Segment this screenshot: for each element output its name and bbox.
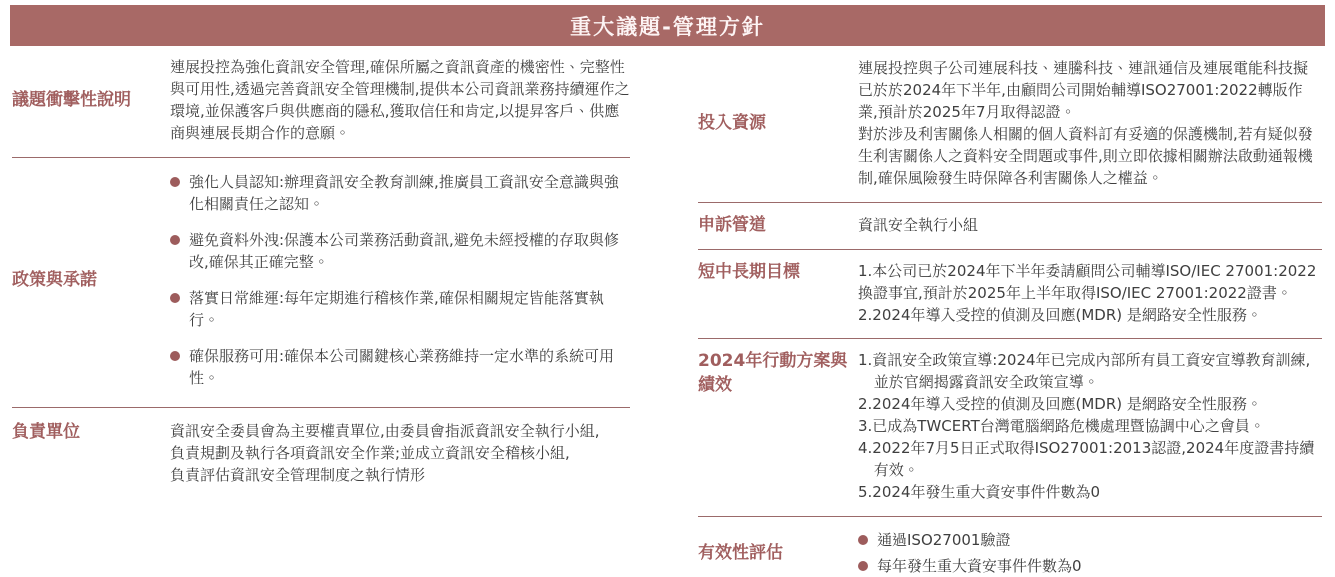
- resources-text: [858, 57, 1322, 189]
- action-item: 2.2024年導入受控的偵測及回應(MDR) 是網路安全性服務。: [858, 395, 1262, 413]
- list-item: [858, 555, 1322, 577]
- resources-paragraph: 對於涉及利害關係人相關的個人資料訂有妥適的保護機制,若有疑似發生利害關係人之資料安全問題或事件,則立即依據相關辦法啟動通報機制,確保風險發生時保障各利害關係人之權益。: [858, 125, 1313, 187]
- bullet-icon: [170, 177, 180, 187]
- bullet-icon: [170, 235, 180, 245]
- list-item: [170, 287, 630, 331]
- goal-item: 1.本公司已於2024年下半年委請顧問公司輔導ISO/IEC 27001:2022換證事宜,預計於2025年上半年取得ISO/IEC 27001:2022證書。: [858, 262, 1317, 302]
- list-item: [170, 229, 630, 273]
- row-policy-commitment: [12, 158, 630, 408]
- policy-bullet-text: 確保服務可用:確保本公司關鍵核心業務維持一定水準的系統可用性。: [189, 347, 615, 387]
- list-item: [170, 345, 630, 389]
- row-label-policy: 政策與承諾: [12, 270, 97, 290]
- page-title: 重大議題-管理方針: [570, 14, 765, 39]
- bullet-icon: [858, 561, 868, 571]
- list-item: [170, 171, 630, 215]
- row-invested-resources: [698, 46, 1322, 203]
- row-short-mid-long-goals: [698, 250, 1322, 339]
- row-label-effectiveness: 有效性評估: [698, 543, 783, 563]
- bullet-icon: [170, 293, 180, 303]
- complaint-channel-text: 資訊安全執行小組: [858, 216, 979, 234]
- action-item: 4.2022年7月5日正式取得ISO27001:2013認證,2024年度證書持續有效。: [858, 439, 1315, 479]
- bullet-icon: [170, 351, 180, 361]
- row-label-complaint: 申訴管道: [698, 215, 766, 235]
- action-item: 3.已成為TWCERT台灣電腦網路危機處理暨協調中心之會員。: [858, 417, 1265, 435]
- left-column: [12, 46, 630, 486]
- goals-numbered-list: [858, 260, 1322, 326]
- list-item: [858, 529, 1322, 551]
- row-complaint-channel: [698, 203, 1322, 250]
- responsible-unit-line: 負責規劃及執行各項資訊安全作業;並成立資訊安全稽核小組,: [170, 444, 570, 462]
- issue-impact-text: 連展投控為強化資訊安全管理,確保所屬之資訊資產的機密性、完整性與可用性,透過完善資訊安全管理機制,提供本公司資訊業務持續運作之環境,並保護客戶與供應商的隱私,獲取信任和肯定,以提昇客戶、供應商與連展長期合作的意願。: [170, 58, 630, 142]
- bullet-icon: [858, 535, 868, 545]
- action-item: 5.2024年發生重大資安事件件數為0: [858, 483, 1101, 501]
- row-effectiveness-evaluation: [698, 517, 1322, 577]
- responsible-unit-line: 負責評估資訊安全管理制度之執行情形: [170, 466, 426, 484]
- two-column-table: [0, 46, 1335, 575]
- policy-bullet-text: 避免資料外洩:保護本公司業務活動資訊,避免未經授權的存取與修改,確保其正確完整。: [189, 231, 619, 271]
- policy-bullet-list: [170, 171, 630, 389]
- goal-item: 2.2024年導入受控的偵測及回應(MDR) 是網路安全性服務。: [858, 306, 1262, 324]
- effectiveness-bullet-text: 每年發生重大資安事件件數為0: [877, 557, 1082, 575]
- right-column: [698, 46, 1322, 577]
- effectiveness-bullet-list: [858, 529, 1322, 577]
- effectiveness-bullet-text: 通過ISO27001驗證: [877, 531, 1011, 549]
- action-item: 1.資訊安全政策宣導:2024年已完成內部所有員工資安宣導教育訓練,並於官網揭露資訊安全政策宣導。: [858, 351, 1311, 391]
- row-label-responsible-unit: 負責單位: [12, 422, 80, 442]
- resources-paragraph: 連展投控與子公司連展科技、連騰科技、連訊通信及連展電能科技擬已於於2024年下半年,由顧問公司開始輔導ISO27001:2022轉版作業,預計於2025年7月取得認證。: [858, 59, 1309, 121]
- action-plan-numbered-list: [858, 349, 1322, 503]
- row-label-action-plan: 2024年行動方案與績效: [698, 351, 848, 395]
- row-2024-action-plan: [698, 339, 1322, 517]
- policy-bullet-text: 落實日常維運:每年定期進行稽核作業,確保相關規定皆能落實執行。: [189, 289, 604, 329]
- row-label-goals: 短中長期目標: [698, 262, 800, 282]
- row-label-resources: 投入資源: [698, 113, 766, 133]
- policy-bullet-text: 強化人員認知:辦理資訊安全教育訓練,推廣員工資訊安全意識與強化相關責任之認知。: [189, 173, 619, 213]
- section-header-bar: [10, 5, 1325, 46]
- row-issue-impact: [12, 46, 630, 158]
- responsible-unit-line: 資訊安全委員會為主要權責單位,由委員會指派資訊安全執行小組,: [170, 422, 600, 440]
- row-responsible-unit: [12, 408, 630, 486]
- responsible-unit-text: [170, 420, 630, 486]
- row-label-issue-impact: 議題衝擊性說明: [12, 90, 131, 110]
